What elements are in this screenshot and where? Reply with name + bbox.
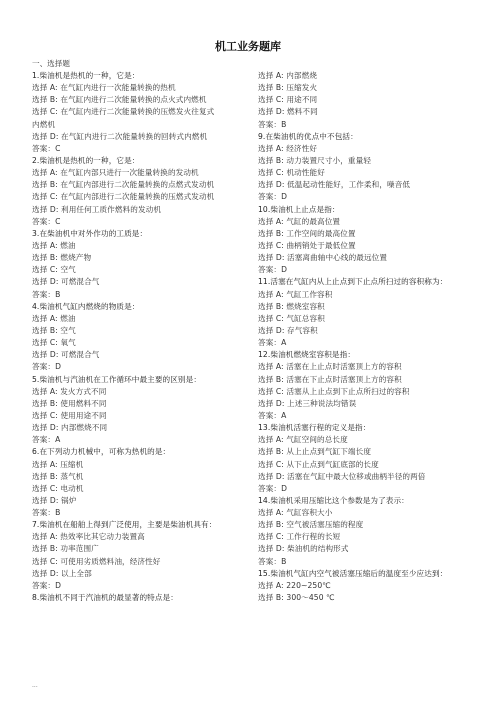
text-line: 答案：B [258,556,287,566]
text-line: 选择 B: 在气缸内部进行二次能量转换的点燃式发动机 [32,180,215,190]
text-line: 选择 D: 以上全部 [32,568,92,578]
text-line: 选择 C: 可使用劣质燃料油，经济性好 [32,556,161,566]
text-line: 11.活塞在气缸内从上止点到下止点所扫过的容积称为： [258,277,448,287]
text-line: 答案：D [258,192,288,202]
text-line: 选择 A: 内部燃烧 [258,71,318,80]
text-line: 2.柴油机是热机的一种，它是： [32,155,140,165]
page-title: 机工业务题库 [215,40,281,53]
text-line: 4.柴油机气缸内燃烧的物质是： [32,301,140,311]
text-line: 答案：A [32,435,61,445]
text-line: 选择 C: 工作行程的长短 [258,532,341,542]
text-line: 选择 B: 空气 [32,325,76,335]
text-line: 选择 D: 低温起动性能好，工作柔和，噪音低 [258,180,411,190]
text-line: 选择 A: 气缸的最高位置 [258,216,341,226]
text-line: 选择 D: 内部燃烧不同 [32,423,108,433]
text-line: 选择 A: 在气缸内进行一次能量转换的热机 [32,83,176,93]
text-line: 13.柴油机活塞行程的定义是指： [258,423,371,433]
text-line: 选择 A: 气缸工作容积 [258,289,333,299]
text-line: 选择 C: 空气 [32,265,76,275]
text-line: 选择 A: 气缸容积大小 [258,508,333,518]
text-line: 答案：C [32,143,61,153]
text-line: 选择 C: 在气缸内进行二次能量转换的压燃发火往复式 [32,107,215,117]
text-line: 选择 B: 工作空间的最高位置 [258,228,356,238]
text-line: 选择 A: 气缸空间的总长度 [258,435,348,445]
text-line: 选择 D: 燃料不同 [258,107,318,117]
text-line: 8.柴油机不同于汽油机的最显著的特点是： [32,593,178,603]
text-line: 选择 C: 电动机 [32,483,84,493]
text-line: 答案：D [258,265,288,275]
text-line: 选择 C: 气缸总容积 [258,313,325,323]
text-line: 选择 B: 300～450 ℃ [258,593,335,603]
text-line: 选择 D: 柴油机的结构形式 [258,544,349,554]
text-line: 9.在柴油机的优点中不包括： [258,131,358,141]
text-line: 7.柴油机在船舶上得到广泛使用，主要是柴油机具有： [32,520,217,530]
text-line: 选择 A: 燃油 [32,313,76,323]
text-line: 选择 A: 热效率比其它动力装置高 [32,532,145,542]
text-line: 答案：B [32,289,61,299]
text-line: 选择 B: 空气被活塞压缩的程度 [258,520,364,530]
text-line: 选择 A: 在气缸内部只进行一次能量转换的发动机 [32,168,199,178]
text-line: 15.柴油机气缸内空气被活塞压缩后的温度至少应达到： [258,568,448,578]
text-line: 选择 D: 可燃混合气 [32,350,100,360]
text-line: 选择 C: 曲柄销处于最低位置 [258,240,356,250]
text-line: 14.柴油机采用压缩比这个参数是为了表示： [258,495,409,505]
text-line: 选择 D: 活塞离曲轴中心线的最远位置 [258,253,388,263]
text-line: 选择 C: 用途不同 [258,95,318,105]
text-line: 12.柴油机燃烧室容积是指： [258,350,356,360]
text-line: 选择 D: 在气缸内进行二次能量转换的回转式内燃机 [32,131,208,141]
text-line: 选择 C: 从下止点到气缸底部的长度 [258,459,379,469]
text-line: 选择 A: 燃油 [32,240,76,250]
text-line: 选择 B: 从上止点到气缸下端长度 [258,447,372,457]
text-line: 选择 B: 活塞在下止点时活塞顶上方的容积 [258,374,402,384]
text-line: 选择 B: 功率范围广 [32,544,99,554]
section-heading: 一、选择题 [32,59,70,68]
text-line: 选择 B: 在气缸内进行二次能量转换的点火式内燃机 [32,95,207,105]
text-line: 选择 D: 锅炉 [32,495,77,505]
text-line: 选择 C: 氧气 [32,338,76,348]
text-line: 选择 C: 在气缸内部进行二次能量转换的压燃式发动机 [32,192,215,202]
text-line: 答案：C [32,216,61,226]
text-line: 答案：D [32,362,62,372]
text-line: 答案：A [258,338,287,348]
text-line: 5.柴油机与汽油机在工作循环中最主要的区别是： [32,374,202,384]
text-line: 选择 B: 压缩发火 [258,83,318,93]
text-line: 答案：B [258,119,287,129]
page-footer-mark: ... [32,682,38,689]
text-line: 答案：D [258,483,288,493]
text-line: 选择 D: 利用任何工质作燃料的发动机 [32,204,162,214]
text-line: 选择 B: 蒸气机 [32,471,84,481]
text-line: 答案：A [258,410,287,420]
text-line: 选择 A: 活塞在上止点时活塞顶上方的容积 [258,362,402,372]
text-line: 选择 C: 使用用途不同 [32,410,107,420]
text-line: 选择 D: 存气容积 [258,325,318,335]
text-line: 选择 C: 活塞从上止点到下止点所扫过的容积 [258,386,410,396]
text-line: 选择 A: 220~250℃ [258,580,331,590]
text-line: 选择 C: 机动性能好 [258,168,325,178]
text-line: 选择 A: 发火方式不同 [32,386,107,396]
text-line: 选择 B: 燃烧室容积 [258,301,325,311]
text-line: 选择 B: 使用燃料不同 [32,398,107,408]
text-line: 答案：B [32,508,61,518]
right-column [258,70,488,604]
text-line: 内燃机 [32,119,56,129]
text-line: 选择 D: 活塞在气缸中最大位移或曲柄半径的两倍 [258,471,426,481]
text-line: 选择 B: 动力装置尺寸小，重量轻 [258,155,372,165]
text-line: 选择 B: 燃烧产物 [32,253,92,263]
left-column [32,70,247,604]
text-line: 选择 A: 压缩机 [32,459,84,469]
text-line: 选择 D: 可燃混合气 [32,277,100,287]
text-line: 选择 D: 上述三种说法均错误 [258,398,357,408]
text-line: 答案：D [32,580,62,590]
text-line: 6.在下列动力机械中，可称为热机的是： [32,447,171,457]
text-line: 1.柴油机是热机的一种，它是： [32,71,140,80]
text-line: 10.柴油机上止点是指： [258,204,340,214]
text-line: 3.在柴油机中对外作功的工质是： [32,228,148,238]
text-line: 选择 A: 经济性好 [258,143,318,153]
